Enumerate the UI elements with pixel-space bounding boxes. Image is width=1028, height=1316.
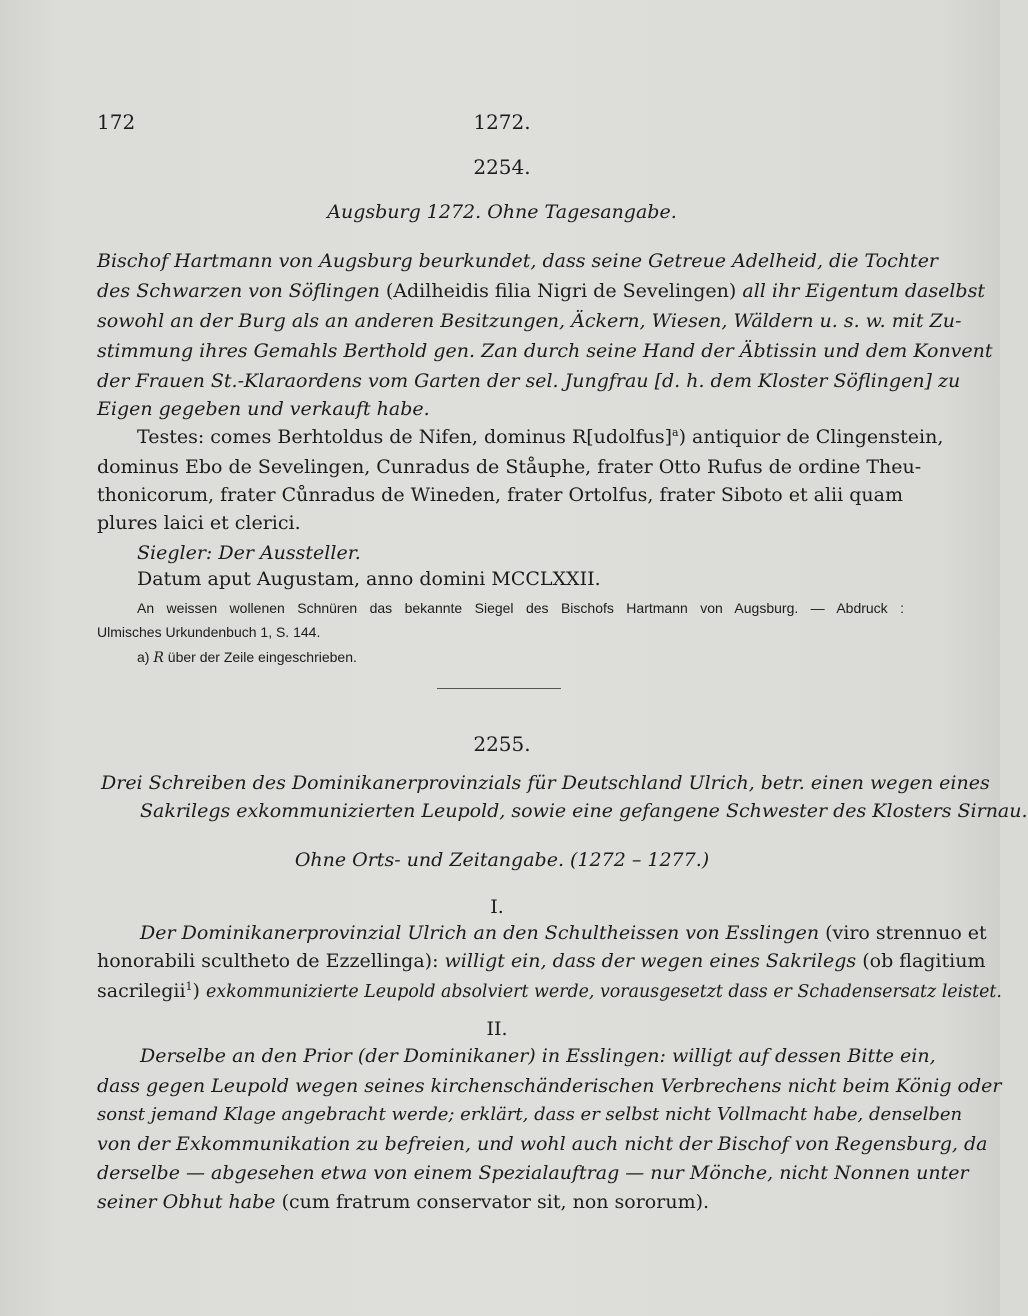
footnote-a-text: über der Zeile eingeschrieben. — [167, 649, 357, 665]
part-2-line-5: derselbe — abgesehen etwa von einem Spezialauftrag — nur Mönche, nicht Nonnen unter — [97, 1162, 969, 1184]
doc2-title-line-1: Drei Schreiben des Dominikanerprovinzials für Deutschland Ulrich, betr. einen wegen eines — [101, 772, 990, 794]
doc1-note-line-2: Ulmisches Urkundenbuch 1, S. 144. — [97, 624, 321, 640]
part-2-line-6 — [97, 1191, 900, 1213]
part-1-line-3-italic: exkommunizierte Leupold absolviert werde, vorausgesetzt dass er Schadensersatz leistet. — [205, 982, 1002, 1002]
siegler-label: Siegler: — [137, 542, 213, 564]
part-2-line-3: sonst jemand Klage angebracht werde; erklärt, dass er selbst nicht Vollmacht habe, denselben — [97, 1104, 963, 1125]
footnote-mark-1: 1 — [185, 980, 193, 993]
part-1-numeral: I. — [490, 896, 504, 918]
section-divider — [437, 688, 561, 689]
doc1-testes-line-3: thonicorum, frater Cůnradus de Wineden, frater Ortolfus, frater Siboto et alii quam — [97, 484, 903, 506]
doc1-testes-line-2: dominus Ebo de Sevelingen, Cunradus de Ståuphe, frater Otto Rufus de ordine Theu- — [97, 456, 922, 478]
part-1-line-1 — [140, 922, 987, 944]
footnote-a-label: a) — [137, 649, 150, 665]
footnote-mark-a: a — [672, 426, 679, 439]
part-1-line-2-latin: honorabili scultheto de Ezzellinga): — [97, 950, 439, 972]
part-1-line-3 — [97, 980, 1002, 1002]
part-1-line-1-latin: (viro strennuo et — [825, 922, 987, 944]
doc1-summary-line-6: Eigen gegeben und verkauft habe. — [97, 398, 430, 420]
doc2-place-date: Ohne Orts- und Zeitangabe. (1272 – 1277.) — [294, 849, 710, 871]
doc1-summary-line-2 — [97, 280, 985, 302]
part-1-line-2-latin-b: (ob flagitium — [862, 950, 986, 972]
header-year: 1272. — [473, 110, 531, 134]
doc1-testes-line-1 — [137, 426, 944, 448]
part-2-numeral: II. — [486, 1018, 508, 1040]
doc1-summary-line-4: stimmung ihres Gemahls Berthold gen. Zan durch seine Hand der Äbtissin und dem Konvent — [97, 340, 993, 362]
doc1-testes-line-4: plures laici et clerici. — [97, 512, 301, 534]
page-number: 172 — [97, 110, 136, 134]
doc1-summary-line-5: der Frauen St.-Klaraordens vom Garten der sel. Jungfrau [d. h. dem Kloster Söflingen] zu — [97, 370, 961, 392]
part-1-line-3-latin: sacrilegii — [97, 980, 186, 1002]
doc1-place-date: Augsburg 1272. Ohne Tagesangabe. — [327, 201, 677, 223]
part-2-line-4: von der Exkommunikation zu befreien, und wohl auch nicht der Bischof von Regensburg, da — [97, 1133, 988, 1155]
doc1-summary-line-2-start: des Schwarzen von Söflingen — [97, 280, 380, 302]
part-2-line-1: Derselbe an den Prior (der Dominikaner) in Esslingen: willigt auf dessen Bitte ein, — [140, 1045, 936, 1067]
running-header — [97, 110, 897, 140]
doc1-summary-line-2-end: all ihr Eigentum daselbst — [742, 280, 985, 302]
part-2-line-2: dass gegen Leupold wegen seines kirchenschänderischen Verbrechens nicht beim König oder — [97, 1075, 1002, 1097]
doc2-title-line-2: Sakrilegs exkommunizierten Leupold, sowie eine gefangene Schwester des Klosters Sirnau. — [140, 800, 1028, 822]
doc1-summary-latin-name: (Adilheidis filia Nigri de Sevelingen) — [385, 280, 737, 302]
part-1-line-3-paren: ) — [192, 980, 200, 1002]
siegler-value: Der Aussteller. — [218, 542, 361, 564]
testes-text-b: ) antiquior de Clingenstein, — [678, 426, 944, 448]
testes-text-a: Testes: comes Berhtoldus de Nifen, dominus R[udolfus] — [137, 426, 673, 448]
document-number-2255: 2255. — [473, 732, 531, 756]
document-number-2254: 2254. — [473, 155, 531, 179]
doc1-summary-line-3: sowohl an der Burg als an anderen Besitzungen, Äckern, Wiesen, Wäldern u. s. w. mit Zu- — [97, 310, 962, 332]
doc1-siegler — [137, 542, 537, 564]
part-2-line-6-latin: (cum fratrum conservator sit, non sororum). — [281, 1191, 710, 1213]
doc1-note-line-1: An weissen wollenen Schnüren das bekannte Siegel des Bischofs Hartmann von Augsburg. — Abdruck : — [137, 600, 904, 616]
part-1-line-1-italic: Der Dominikanerprovinzial Ulrich an den Schultheissen von Esslingen — [140, 922, 820, 944]
part-1-line-2-italic: willigt ein, dass der wegen eines Sakrilegs — [444, 950, 857, 972]
footnote-a-letter: R — [153, 650, 164, 666]
doc1-footnote-a — [137, 649, 942, 666]
doc1-datum: Datum aput Augustam, anno domini MCCLXXII. — [137, 568, 601, 590]
part-2-line-6-italic: seiner Obhut habe — [97, 1191, 276, 1213]
doc1-summary-line-1: Bischof Hartmann von Augsburg beurkundet, dass seine Getreue Adelheid, die Tochter — [97, 250, 939, 272]
part-1-line-2 — [97, 950, 986, 972]
